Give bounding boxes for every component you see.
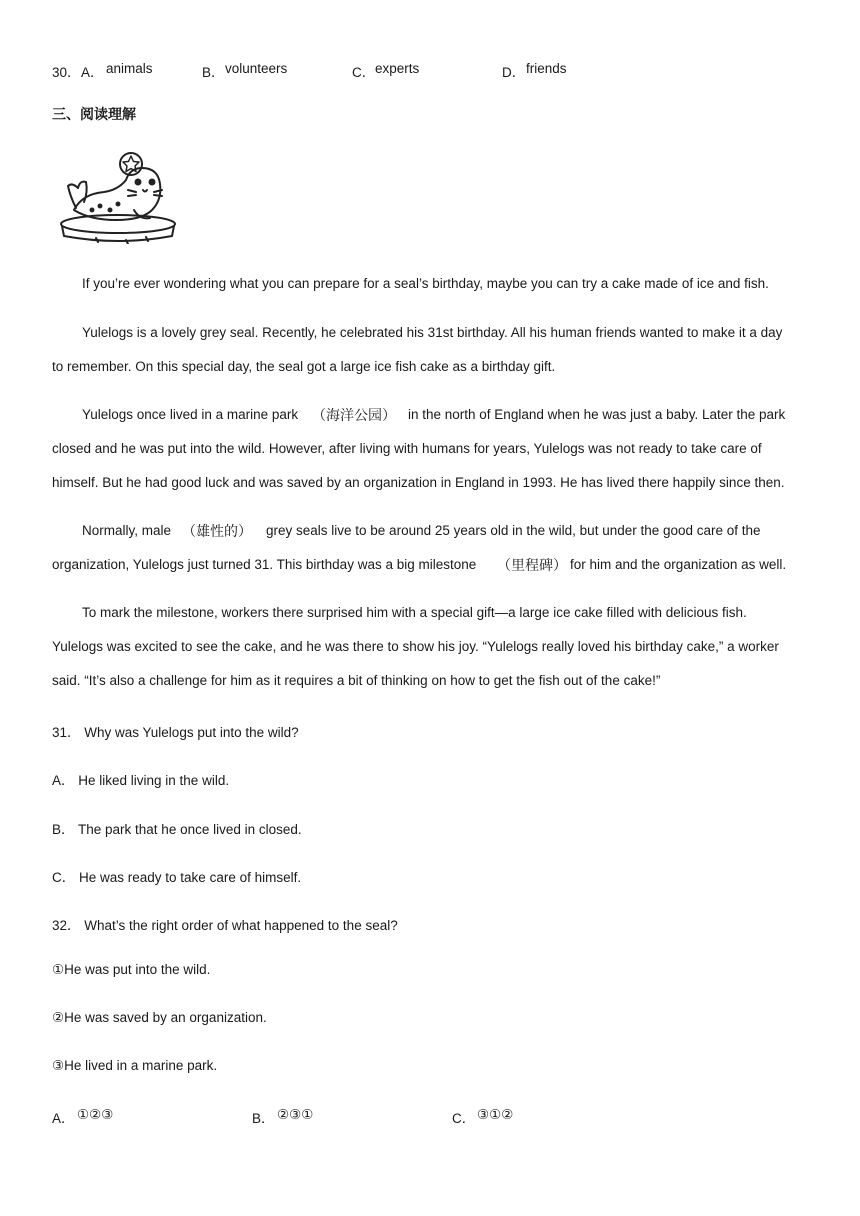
passage-paragraph-5-line-1: To mark the milestone, workers there surprised him with a special gift—a large ice cake filled with delicious fish. — [82, 605, 747, 620]
q30-option-b-letter: B． — [202, 65, 225, 80]
q31-stem: 31． Why was Yulelogs put into the wild? — [52, 725, 299, 740]
q32-event-1: ①He was put into the wild. — [52, 962, 211, 977]
passage-paragraph-4-line-2-start: organization, Yulelogs just turned 31. This birthday was a big milestone — [52, 557, 477, 572]
passage-paragraph-3-line-1-start: Yulelogs once lived in a marine park — [82, 407, 299, 422]
q32-option-a-letter[interactable]: A． — [52, 1111, 75, 1126]
q31-option-c[interactable]: C． He was ready to take care of himself. — [52, 870, 302, 885]
gloss-marine-park: （海洋公园） — [312, 408, 396, 424]
passage-paragraph-3-line-3: himself. But he had good luck and was saved by an organization in England in 1993. He has lived there happily since then. — [52, 475, 785, 490]
passage-paragraph-2-line-1: Yulelogs is a lovely grey seal. Recently, he celebrated his 31st birthday. All his human friends wanted to make it a day — [82, 325, 783, 340]
q30-option-a-text: animals — [106, 61, 153, 76]
q31-option-b[interactable]: B． The park that he once lived in closed. — [52, 822, 302, 837]
section-heading: 三、阅读理解 — [52, 107, 136, 123]
q30-option-d-text: friends — [526, 61, 567, 76]
q32-event-3: ③He lived in a marine park. — [52, 1058, 218, 1073]
passage-paragraph-4-line-2-end: for him and the organization as well. — [570, 557, 787, 572]
q32-option-c-letter[interactable]: C． — [452, 1111, 476, 1126]
passage-paragraph-3-line-2: closed and he was put into the wild. However, after living with humans for years, Yulelogs was not ready to take care of — [52, 441, 762, 456]
q30-number: 30． — [52, 65, 81, 80]
passage-paragraph-1: If you’re ever wondering what you can prepare for a seal’s birthday, maybe you can try a cake made of ice and fish. — [82, 276, 769, 291]
q32-option-a-text[interactable]: ①②③ — [77, 1107, 114, 1122]
q30-option-b-text: volunteers — [225, 61, 288, 76]
passage-paragraph-4-line-1-end: grey seals live to be around 25 years old in the wild, but under the good care of the — [266, 523, 761, 538]
passage-paragraph-3-line-1-end: in the north of England when he was just a baby. Later the park — [408, 407, 786, 422]
passage-paragraph-5-line-3: said. “It’s also a challenge for him as it requires a bit of thinking on how to get the fish out of the cake!” — [52, 673, 661, 688]
passage-paragraph-4-line-1-start: Normally, male — [82, 523, 172, 538]
q30-option-a-letter: A． — [81, 65, 104, 80]
q32-stem: 32． What’s the right order of what happened to the seal? — [52, 918, 398, 933]
q30-option-c-letter: C． — [352, 65, 376, 80]
q30-option-d-letter: D． — [502, 65, 526, 80]
q32-option-c-text[interactable]: ③①② — [477, 1107, 514, 1122]
passage-paragraph-5-line-2: Yulelogs was excited to see the cake, and he was there to show his joy. “Yulelogs really loved his birthday cake,” a worker — [52, 639, 779, 654]
q31-option-a[interactable]: A． He liked living in the wild. — [52, 773, 230, 788]
passage-paragraph-2-line-2: to remember. On this special day, the seal got a large ice fish cake as a birthday gift. — [52, 359, 556, 374]
gloss-milestone: （里程碑） — [497, 558, 567, 574]
q30-option-c-text: experts — [375, 61, 420, 76]
q32-event-2: ②He was saved by an organization. — [52, 1010, 267, 1025]
seal-illustration — [56, 150, 178, 244]
gloss-male: （雄性的） — [182, 524, 252, 540]
q32-option-b-letter[interactable]: B． — [252, 1111, 275, 1126]
q32-option-b-text[interactable]: ②③① — [277, 1107, 314, 1122]
